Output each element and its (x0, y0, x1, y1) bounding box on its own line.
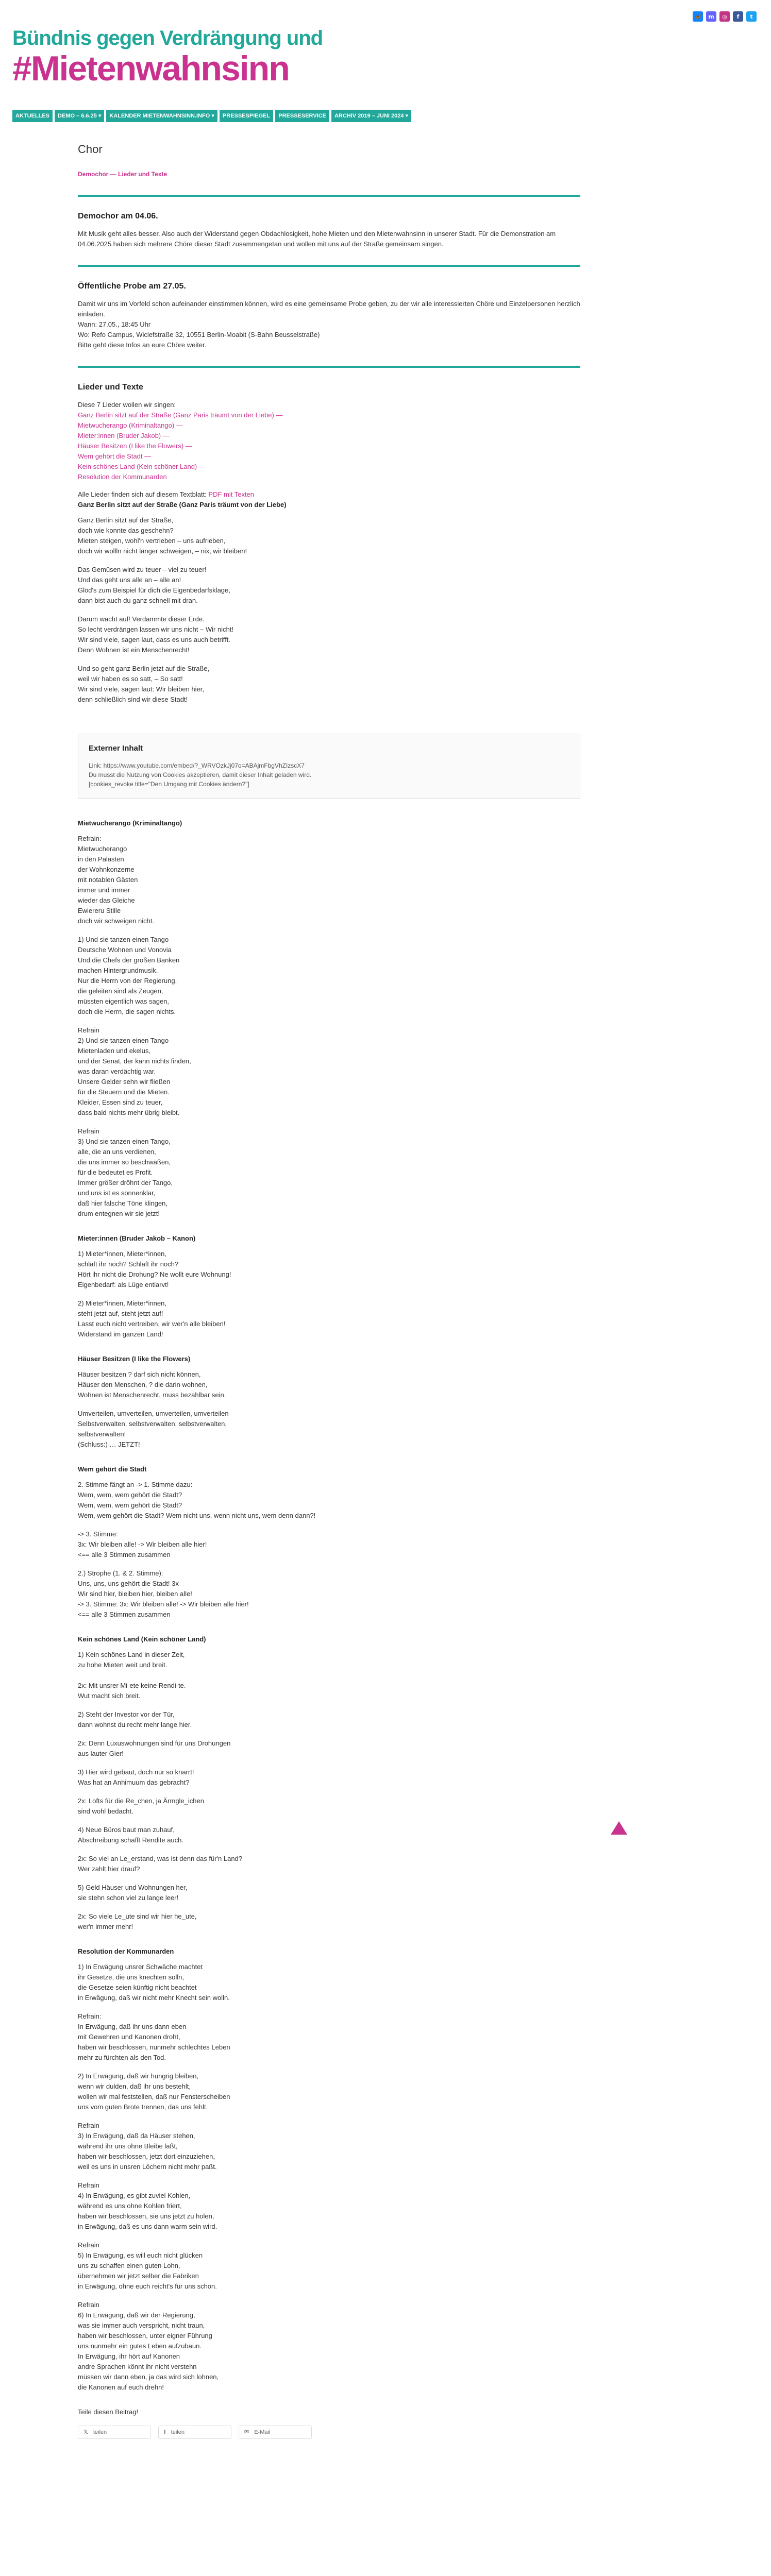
lyric-line: Selbstverwalten, selbstverwalten, selbstverwalten, (78, 1420, 227, 1428)
nav-item[interactable]: PRESSESPIEGEL (220, 110, 273, 122)
lyric-line: Was hat an Anhimuum das gebracht? (78, 1778, 190, 1786)
song-stanza (78, 1738, 580, 1759)
lyric-line: daß hier falsche Töne klingen, (78, 1199, 167, 1207)
song-stanza (78, 935, 580, 1017)
lyric-line: wenn wir dulden, daß ihr uns bestehlt, (78, 2082, 191, 2090)
song-stanza (78, 1709, 580, 1730)
share-email-icon: ✉ (244, 2429, 249, 2435)
lyric-line: 2) Und sie tanzen einen Tango (78, 1037, 169, 1044)
logo-line1: Bündnis gegen Verdrängung und (12, 27, 323, 49)
song-stanza (78, 1767, 580, 1788)
song-stanza (78, 1369, 580, 1400)
page-title: Chor (78, 143, 103, 156)
song-link[interactable]: Resolution der Kommunarden (78, 473, 167, 481)
song-link[interactable]: Wem gehört die Stadt — (78, 452, 152, 460)
lyric-line: 1) Und sie tanzen einen Tango (78, 936, 169, 943)
lyric-line: ihr Gesetze, die uns knechten solln, (78, 1973, 184, 1981)
nav-item[interactable]: AKTUELLES (12, 110, 53, 122)
song-stanza (78, 1825, 580, 1845)
lyric-line: Wem, wem, wem gehört die Stadt? (78, 1501, 182, 1509)
lyric-line: Immer größer dröhnt der Tango, (78, 1179, 173, 1187)
song-link[interactable]: Ganz Berlin sitzt auf der Straße (Ganz Paris träumt von der Liebe) — (78, 411, 283, 419)
song-title: Kein schönes Land (Kein schöner Land) (78, 1635, 206, 1643)
lyric-line: machen Hintergrundmusik. (78, 967, 158, 974)
lyric-line: Mietwucherango (78, 845, 127, 853)
lyric-line: Refrain: (78, 2012, 102, 2020)
lyric-line: Das Gemüsen wird zu teuer – viel zu teuer! (78, 566, 207, 573)
pdf-line (78, 489, 580, 500)
lyric-line: die Gesetze seien künftig nicht beachtet (78, 1984, 197, 1991)
external-line: Du musst die Nutzung von Cookies akzeptieren, damit dieser Inhalt geladen wird. (89, 771, 312, 778)
song-stanza (78, 1883, 580, 1903)
divider (78, 265, 580, 267)
share-label: Teile diesen Beitrag! (78, 2408, 139, 2416)
share-label: teilen (93, 2429, 107, 2435)
lyric-line: Wir sind hier, bleiben hier, bleiben alle! (78, 1590, 192, 1598)
lyric-line: 3x: Wir bleiben alle! -> Wir bleiben alle hier! (78, 1540, 207, 1548)
lyric-line: zu hohe Mieten weit und breit. (78, 1661, 167, 1669)
lyric-line: Und so geht ganz Berlin jetzt auf die Straße, (78, 665, 210, 672)
share-email-button[interactable] (239, 2426, 312, 2439)
lyric-line: 1) In Erwägung unsrer Schwäche machtet (78, 1963, 203, 1971)
external-lines (89, 761, 569, 789)
song-title: Mieter:innen (Bruder Jakob – Kanon) (78, 1234, 196, 1242)
lyric-line: <== alle 3 Stimmen zusammen (78, 1611, 171, 1618)
lyric-line: 3) Hier wird gebaut, doch nur so knarrt! (78, 1768, 194, 1776)
lyric-line: Nur die Herrn von der Regierung, (78, 977, 177, 985)
lyric-line: dass bald nichts mehr übrig bleibt. (78, 1109, 180, 1116)
lyric-line: müssen wir dann eben, ja das wird sich lohnen, (78, 2373, 219, 2381)
lyric-line: 1) Kein schönes Land in dieser Zeit, (78, 1651, 185, 1658)
lyric-line: Kleider, Essen sind zu teuer, (78, 1098, 163, 1106)
lyric-line: 3) Und sie tanzen einen Tango, (78, 1138, 171, 1145)
lyric-line: -> 3. Stimme: 3x: Wir bleiben alle! -> Wir bleiben alle hier! (78, 1600, 249, 1608)
share-x-button[interactable] (78, 2426, 151, 2439)
song-stanza (78, 2071, 580, 2112)
lyric-line: steht jetzt auf, steht jetzt auf! (78, 1310, 163, 1317)
divider (78, 195, 580, 197)
site-logo[interactable] (12, 27, 323, 88)
lyric-line: müssten eigentlich was sagen, (78, 997, 170, 1005)
song-link[interactable]: Kein schönes Land (Kein schöner Land) — (78, 463, 206, 470)
lyric-line: haben wir beschlossen, unter eigner Führung (78, 2332, 212, 2340)
share-label: E-Mail (254, 2429, 271, 2435)
lyric-line: in Erwägung, daß wir nicht mehr Knecht sein wolln. (78, 1994, 230, 2002)
lyric-line: Deutsche Wohnen und Vonovia (78, 946, 172, 954)
lyric-line: Refrain (78, 1026, 99, 1034)
lyric-line: Refrain (78, 2122, 99, 2129)
intro-link[interactable]: Demochor — Lieder und Texte (78, 171, 167, 178)
song-stanza (78, 614, 580, 655)
lyric-line: Wem, wem, wem gehört die Stadt? (78, 1491, 182, 1499)
lyric-line: denn schließlich sind wir diese Stadt! (78, 696, 188, 703)
lyric-line: und der Senat, der kann nichts finden, (78, 1057, 191, 1065)
lyric-line: -> 3. Stimme: (78, 1530, 118, 1538)
lyric-line: Und das geht uns alle an – alle an! (78, 576, 181, 584)
lyric-line: uns nunmehr ein gutes Leben aufzubaun. (78, 2342, 202, 2350)
lyric-line: die uns immer so beschwäßen, (78, 1158, 171, 1166)
logo-line2: #Mietenwahnsinn (12, 49, 289, 88)
twitter-icon[interactable]: t (746, 11, 757, 22)
song-title: Wem gehört die Stadt (78, 1465, 147, 1473)
song-stanza (78, 1249, 580, 1290)
lyric-line: der Wohnkonzerne (78, 866, 135, 873)
lyric-line: Ewiereru Stille (78, 907, 121, 914)
lyric-line: Umverteilen, umverteilen, umverteilen, umverteilen (78, 1410, 229, 1417)
lyric-line: In Erwägung, ihr hört auf Kanonen (78, 2352, 180, 2360)
lieder-intro: Diese 7 Lieder wollen wir singen: (78, 401, 176, 409)
lyric-line: weil wir haben es so satt, – So satt! (78, 675, 183, 683)
lyric-line: Refrain (78, 2301, 99, 2309)
lyric-line: Wir sind viele, sagen laut, dass es uns auch betrifft. (78, 636, 231, 643)
lyric-line: haben wir beschlossen, jetzt dort einzuziehen, (78, 2153, 215, 2160)
lyric-line: 2) Mieter*innen, Mieter*innen, (78, 1299, 166, 1307)
lyric-line: Wohnen ist Menschenrecht, muss bezahlbar sein. (78, 1391, 226, 1399)
social-icons (693, 11, 757, 22)
lyric-line: haben wir beschlossen, nunmehr schlechtes Leben (78, 2043, 230, 2051)
song-stanza (78, 2121, 580, 2172)
lyric-line: Darum wacht auf! Verdammte dieser Erde. (78, 615, 205, 623)
song-stanza (78, 664, 580, 705)
instagram-icon[interactable]: ◎ (719, 11, 730, 22)
lyric-line: wieder das Gleiche (78, 896, 135, 904)
lyric-line: 2) In Erwägung, daß wir hungrig bleiben, (78, 2072, 199, 2080)
lyric-line: Häuser besitzen ? darf sich nicht können, (78, 1370, 201, 1378)
song-stanza (78, 1025, 580, 1118)
song-link[interactable]: Mietwucherango (Kriminaltango) — (78, 421, 183, 429)
external-line: Link: https://www.youtube.com/embed/?_WRVOzkJj07o=ABAjmFbgVhZIzscX7 (89, 762, 305, 769)
lyric-line: Häuser den Menschen, ? die darin wohnen, (78, 1381, 208, 1388)
lyric-line: die Kanonen auf euch drehn! (78, 2383, 164, 2391)
probe-note: Bitte geht diese Infos an eure Chöre weiter. (78, 341, 207, 349)
lyric-line: Wut macht sich breit. (78, 1692, 141, 1700)
mastodon-icon[interactable]: m (706, 11, 716, 22)
lyric-line: die geleiten sind als Zeugen, (78, 987, 163, 995)
lyric-line: Refrain (78, 2241, 99, 2249)
song-stanza (78, 565, 580, 606)
lyric-line: Refrain (78, 1127, 99, 1135)
songs-section-2 (78, 818, 580, 2407)
lyric-line: mit notablen Gästen (78, 876, 138, 884)
facebook-icon[interactable]: f (733, 11, 743, 22)
share-facebook-icon: f (164, 2429, 166, 2435)
lyric-line: dann bist auch du ganz schnell mit dran. (78, 597, 198, 604)
lyric-line: 2. Stimme fängt an -> 1. Stimme dazu: (78, 1481, 193, 1488)
lyric-line: 2x: Lofts für die Re_chen, ja Ärmgle_ichen (78, 1797, 204, 1805)
probe-text: Damit wir uns im Vorfeld schon aufeinander einstimmen können, wird es eine gemeinsame Probe geben, zu der wir alle interessierten Chöre und Einzelpersonen herzlich einladen. (78, 300, 580, 318)
lyric-line: Ganz Berlin sitzt auf der Straße, (78, 516, 173, 524)
lyric-line: was daran verdächtig war. (78, 1067, 156, 1075)
lyric-line: Wer zahlt hier drauf? (78, 1865, 140, 1873)
lyric-line: 5) In Erwägung, es will euch nicht glücken (78, 2251, 203, 2259)
song-stanza (78, 1962, 580, 2003)
lyric-line: selbstverwalten! (78, 1430, 126, 1438)
probe-where: Wo: Refo Campus, Wiclefstraße 32, 10551 Berlin-Moabit (S-Bahn Beusselstraße) (78, 331, 320, 338)
lyric-line: Denn Wohnen ist ein Menschenrecht! (78, 646, 190, 654)
song-stanza (78, 515, 580, 556)
pdf-link[interactable]: PDF mit Texten (208, 490, 255, 498)
lyric-line: übernehmen wir jetzt selber die Fabriken (78, 2272, 199, 2280)
song-stanza (78, 1409, 580, 1450)
song-stanza (78, 1568, 580, 1620)
lyric-line: während ihr uns ohne Bleibe laßt, (78, 2142, 178, 2150)
lyric-line: sie stehn schon viel zu lange leer! (78, 1894, 179, 1902)
lyric-line: sind wohl bedacht. (78, 1807, 133, 1815)
lyric-line: 6) In Erwägung, daß wir der Regierung, (78, 2311, 195, 2319)
external-content-box (78, 734, 580, 799)
lyric-line: Wem, wem gehört die Stadt? Wem nicht uns, wenn nicht uns, wem denn dann?! (78, 1512, 316, 1519)
lyric-line: in den Palästen (78, 855, 124, 863)
lyric-line: doch die Herrn, die sagen nichts. (78, 1008, 176, 1015)
external-heading: Externer Inhalt (89, 744, 143, 753)
lyric-line: 2x: So viele Le_ute sind wir hier he_ute, (78, 1912, 197, 1920)
lyric-line: wollen wir mal feststellen, daß nur Fensterscheiben (78, 2093, 230, 2100)
lyric-line: 2.) Strophe (1. & 2. Stimme): (78, 1569, 163, 1577)
lyric-line: 2x: Denn Luxuswohnungen sind für uns Drohungen (78, 1739, 231, 1747)
song-stanza (78, 2300, 580, 2393)
lyric-line: 2) Steht der Investor vor der Tür, (78, 1710, 175, 1718)
nav-item[interactable]: PRESSESERVICE (275, 110, 329, 122)
lyric-line: Lasst euch nicht vertreiben, wir wer'n alle bleiben! (78, 1320, 226, 1328)
lyric-line: aus lauter Gier! (78, 1750, 124, 1757)
lyric-line: Hört ihr nicht die Drohung? Ne wollt eure Wohnung! (78, 1270, 231, 1278)
lyric-line: drum entegnen wir sie jetzt! (78, 1210, 160, 1217)
lyric-line: 2x: So viel an Le_erstand, was ist denn das für'n Land? (78, 1855, 243, 1862)
lyric-line: Widerstand im ganzen Land! (78, 1330, 163, 1338)
song-stanza (78, 1126, 580, 1219)
share-buttons (78, 2426, 580, 2439)
lyric-line: weil es uns in unsren Löchern nicht mehr paßt. (78, 2163, 217, 2171)
lyric-line: Mieten steigen, wohl'n vertrieben – uns aufrieben, (78, 537, 226, 545)
lyric-line: was sie immer auch verspricht, nicht traun, (78, 2321, 205, 2329)
lyric-line: mit Gewehren und Kanonen droht, (78, 2033, 180, 2041)
lyric-line: 4) In Erwägung, es gibt zuviel Kohlen, (78, 2192, 191, 2199)
song-stanza (78, 1854, 580, 1874)
share-facebook-button[interactable] (158, 2426, 231, 2439)
main-content (78, 144, 580, 2439)
share-x-icon: 𝕏 (83, 2429, 88, 2435)
lyric-line: Glöd's zum Beispiel für dich die Eigenbedarfsklage, (78, 586, 230, 594)
songs-section-1 (78, 500, 580, 719)
nav-item[interactable]: KALENDER MIETENWAHNSINN.INFO ▾ (106, 110, 217, 122)
lyric-line: dann wohnst du recht mehr lange hier. (78, 1721, 192, 1728)
lyric-line: für die bedeutet es Profit. (78, 1168, 153, 1176)
lyric-line: Refrain (78, 2181, 99, 2189)
lyric-line: Refrain: (78, 835, 102, 842)
lyric-line: alle, die an uns verdienen, (78, 1148, 156, 1156)
lyric-line: So lecht verdrängen lassen wir uns nicht – Wir nicht! (78, 625, 234, 633)
lyric-line: Unsere Gelder sehn wir fließen (78, 1078, 171, 1086)
lyric-line: 3) In Erwägung, daß da Häuser stehen, (78, 2132, 195, 2140)
song-stanza (78, 1480, 580, 1521)
lyric-line: 4) Neue Büros baut man zuhauf, (78, 1826, 175, 1834)
lyric-line: haben wir beschlossen, sie uns jetzt zu holen, (78, 2212, 214, 2220)
lyric-line: Eigenbedarf: als Lüge entlarvt! (78, 1281, 169, 1289)
divider (78, 366, 580, 368)
lyric-line: (Schluss:) … JETZT! (78, 1440, 140, 1448)
lyric-line: Mietenladen und ekelus, (78, 1047, 150, 1055)
lyric-line: wer'n immer mehr! (78, 1923, 133, 1930)
lyric-line: Wir sind viele, sagen laut: Wir bleiben hier, (78, 685, 204, 693)
lieder-heading: Lieder und Texte (78, 383, 143, 392)
song-link[interactable]: Mieter:innen (Bruder Jakob) — (78, 432, 170, 439)
nav-item[interactable]: ARCHIV 2019 – JUNI 2024 ▾ (331, 110, 411, 122)
lyric-line: in Erwägung, ohne euch reicht's für uns schon. (78, 2282, 217, 2290)
lyric-line: doch wie konnte das geschehn? (78, 527, 174, 534)
demochor-text: Mit Musik geht alles besser. Also auch der Widerstand gegen Obdachlosigkeit, hohe Mieten und den Mietenwahnsinn in unserer Stadt. Für die Demonstration am 04.06.2025 haben sich mehrere Chöre dieser Stadt zusammengetan und wollen mit uns auf der Straße gemeinsam singen. (78, 230, 556, 248)
main-nav (12, 110, 411, 122)
pdf-prefix: Alle Lieder finden sich auf diesem Textblatt: (78, 490, 209, 498)
probe-heading: Öffentliche Probe am 27.05. (78, 282, 186, 291)
song-stanza (78, 1911, 580, 1932)
lyric-line: doch wir schweigen nicht. (78, 917, 155, 925)
song-title: Mietwucherango (Kriminaltango) (78, 819, 182, 827)
lyric-line: schlaft ihr noch? Schlaft ihr noch? (78, 1260, 179, 1268)
lyric-line: und uns ist es sonnenklar, (78, 1189, 156, 1197)
lyric-line: 2x: Mit unsrer Mi-ete keine Rendi-te. (78, 1682, 186, 1689)
song-stanza (78, 834, 580, 926)
lyric-line: immer und immer (78, 886, 130, 894)
lyric-line: für die Steuern und die Mieten. (78, 1088, 170, 1096)
share-label: teilen (171, 2429, 185, 2435)
external-line: [cookies_revoke title="Den Umgang mit Cookies ändern?"] (89, 781, 249, 788)
song-title: Häuser Besitzen (I like the Flowers) (78, 1355, 191, 1363)
song-title: Ganz Berlin sitzt auf der Straße (Ganz Paris träumt von der Liebe) (78, 501, 287, 509)
lyric-line: Und die Chefs der großen Banken (78, 956, 180, 964)
lyric-line: uns zu schaffen einen guten Lohn, (78, 2262, 180, 2269)
lyric-line: in Erwägung, daß es uns dann warm sein wird. (78, 2223, 217, 2230)
lyric-line: Abschreibung schafft Rendite auch. (78, 1836, 184, 1844)
lyric-line: 5) Geld Häuser und Wohnungen her, (78, 1884, 188, 1891)
song-stanza (78, 1529, 580, 1560)
probe-when: Wann: 27.05., 18:45 Uhr (78, 320, 151, 328)
lyric-line: <== alle 3 Stimmen zusammen (78, 1551, 171, 1558)
song-stanza (78, 1650, 580, 1701)
song-stanza (78, 2180, 580, 2232)
lyric-line: uns vom guten Brote trennen, das uns fehlt. (78, 2103, 208, 2111)
lyric-line: mehr zu fürchten als den Tod. (78, 2054, 166, 2061)
song-stanza (78, 2240, 580, 2292)
lyric-line: während es uns ohne Kohlen friert, (78, 2202, 182, 2210)
lyric-line (78, 1670, 580, 1681)
bluesky-icon[interactable]: 🦋 (693, 11, 703, 22)
song-stanza (78, 1796, 580, 1817)
nav-item[interactable]: DEMO – 6.6.25 ▾ (55, 110, 104, 122)
song-link-list (78, 410, 580, 482)
lyric-line: andre Sprachen könnt ihr nicht verstehn (78, 2363, 197, 2370)
lyric-line: In Erwägung, daß ihr uns dann eben (78, 2023, 187, 2030)
song-stanza (78, 1298, 580, 1340)
song-title: Resolution der Kommunarden (78, 1947, 174, 1955)
demochor-heading: Demochor am 04.06. (78, 212, 158, 221)
site-header (0, 0, 771, 108)
song-link[interactable]: Häuser Besitzen (I like the Flowers) — (78, 442, 192, 450)
lyric-line: Uns, uns, uns gehört die Stadt! 3x (78, 1580, 179, 1587)
lyric-line: doch wir wollln nicht länger schweigen, – nix, wir bleiben! (78, 547, 247, 555)
scroll-to-top-button[interactable] (611, 1821, 627, 1835)
lyric-line: 1) Mieter*innen, Mieter*innen, (78, 1250, 166, 1258)
song-stanza (78, 2011, 580, 2063)
